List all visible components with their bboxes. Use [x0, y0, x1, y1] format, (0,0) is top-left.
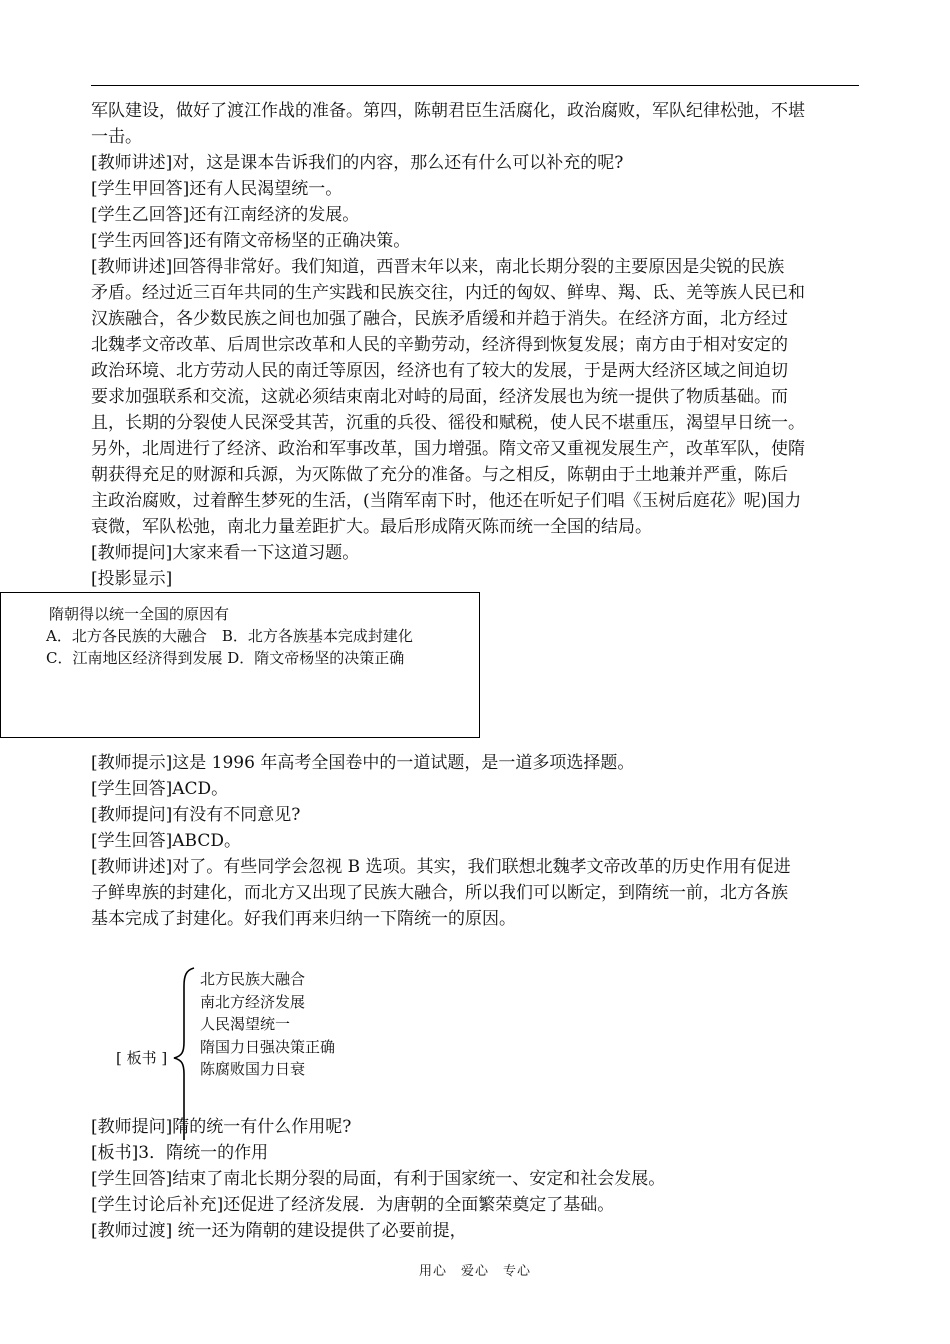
- board-label: [ 板书 ]: [116, 1049, 168, 1067]
- intro-line: 矛盾。经过近三百年共同的生产实践和民族交往，内迁的匈奴、鲜卑、羯、氐、羌等族人民已和: [91, 283, 805, 303]
- discussion-line: [学生回答]ABCD。: [91, 831, 241, 851]
- board-summary-list: [200, 968, 335, 1081]
- effects-line: [学生回答]结束了南北长期分裂的局面，有利于国家统一、安定和社会发展。: [91, 1169, 666, 1189]
- intro-line: [教师讲述]回答得非常好。我们知道，西晋末年以来，南北长期分裂的主要原因是尖锐的民族: [91, 257, 785, 277]
- effects-line: [教师提问]隋的统一有什么作用呢?: [91, 1117, 352, 1137]
- board-item: 陈腐败国力日衰: [200, 1060, 306, 1078]
- discussion-line: [教师提示]这是 1996 年高考全国卷中的一道试题，是一道多项选择题。: [91, 753, 635, 773]
- effects-line: [学生讨论后补充]还促进了经济发展．为唐朝的全面繁荣奠定了基础。: [91, 1195, 615, 1215]
- intro-line: 一击。: [91, 127, 142, 147]
- question-stem: 隋朝得以统一全国的原因有: [49, 605, 230, 623]
- board-item: 南北方经济发展: [200, 992, 306, 1011]
- intro-line: [教师提问]大家来看一下这道习题。: [91, 543, 360, 563]
- intro-line: [学生丙回答]还有隋文帝杨坚的正确决策。: [91, 231, 411, 251]
- board-item: 人民渴望统一: [200, 1015, 291, 1033]
- intro-line: [学生乙回答]还有江南经济的发展。: [91, 205, 360, 225]
- discussion-line: [教师提问]有没有不同意见?: [91, 805, 301, 825]
- board-item: 隋国力日强决策正确: [200, 1037, 336, 1056]
- discussion-line: 子鲜卑族的封建化，而北方又出现了民族大融合，所以我们可以断定，到隋统一前，北方各族: [91, 883, 788, 903]
- discussion-line: [教师讲述]对了。有些同学会忽视 B 选项。其实，我们联想北魏孝文帝改革的历史作用有促进: [91, 857, 791, 877]
- intro-line: 主政治腐败，过着醉生梦死的生活，(当隋军南下时，他还在听妃子们唱《玉树后庭花》呢)国力: [91, 491, 802, 511]
- intro-line: 朝获得充足的财源和兵源，为灭陈做了充分的准备。与之相反，陈朝由于土地兼并严重，陈后: [91, 465, 788, 485]
- intro-line: 衰微，军队松弛，南北力量差距扩大。最后形成隋灭陈而统一全国的结局。: [91, 517, 652, 537]
- exercise-box: [0, 592, 480, 738]
- intro-line: 另外，北周进行了经济、政治和军事改革，国力增强。隋文帝又重视发展生产，改革军队，使隋: [91, 439, 805, 459]
- effects-line: [板书]3．隋统一的作用: [91, 1143, 269, 1163]
- intro-line: 汉族融合，各少数民族之间也加强了融合，民族矛盾缓和并趋于消失。在经济方面，北方经过: [91, 309, 788, 329]
- intro-line: 要求加强联系和交流，这就必须结束南北对峙的局面，经济发展也为统一提供了物质基础。而: [91, 387, 788, 407]
- intro-line: 北魏孝文帝改革、后周世宗改革和人民的辛勤劳动，经济得到恢复发展；南方由于相对安定的: [91, 335, 788, 355]
- question-options-cd: C．江南地区经济得到发展 D．隋文帝杨坚的决策正确: [46, 649, 405, 667]
- board-item: 北方民族大融合: [200, 970, 306, 988]
- text-block-effects: [91, 1114, 859, 1244]
- page-footer: 用心 爱心 专心: [418, 1264, 531, 1279]
- effects-line: [教师过渡] 统一还为隋朝的建设提供了必要前提，: [91, 1221, 467, 1241]
- discussion-line: [学生回答]ACD。: [91, 779, 229, 799]
- intro-line: [教师讲述]对，这是课本告诉我们的内容，那么还有什么可以补充的呢?: [91, 153, 624, 173]
- intro-line: [投影显示]: [91, 569, 173, 589]
- text-block-intro: [91, 98, 859, 592]
- header-rule: [91, 85, 859, 86]
- intro-line: 军队建设，做好了渡江作战的准备。第四，陈朝君臣生活腐化，政治腐败，军队纪律松弛，不堪: [91, 101, 805, 121]
- text-block-discussion: [91, 750, 859, 932]
- intro-line: 且，长期的分裂使人民深受其苦，沉重的兵役、徭役和赋税，使人民不堪重压，渴望早日统一。: [91, 413, 805, 433]
- intro-line: [学生甲回答]还有人民渴望统一。: [91, 179, 343, 199]
- intro-line: 政治环境、北方劳动人民的南迁等原因，经济也有了较大的发展，于是两大经济区域之间迫切: [91, 361, 788, 381]
- discussion-line: 基本完成了封建化。好我们再来归纳一下隋统一的原因。: [91, 909, 516, 929]
- question-options-ab: A．北方各民族的大融合 B．北方各族基本完成封建化: [46, 627, 413, 645]
